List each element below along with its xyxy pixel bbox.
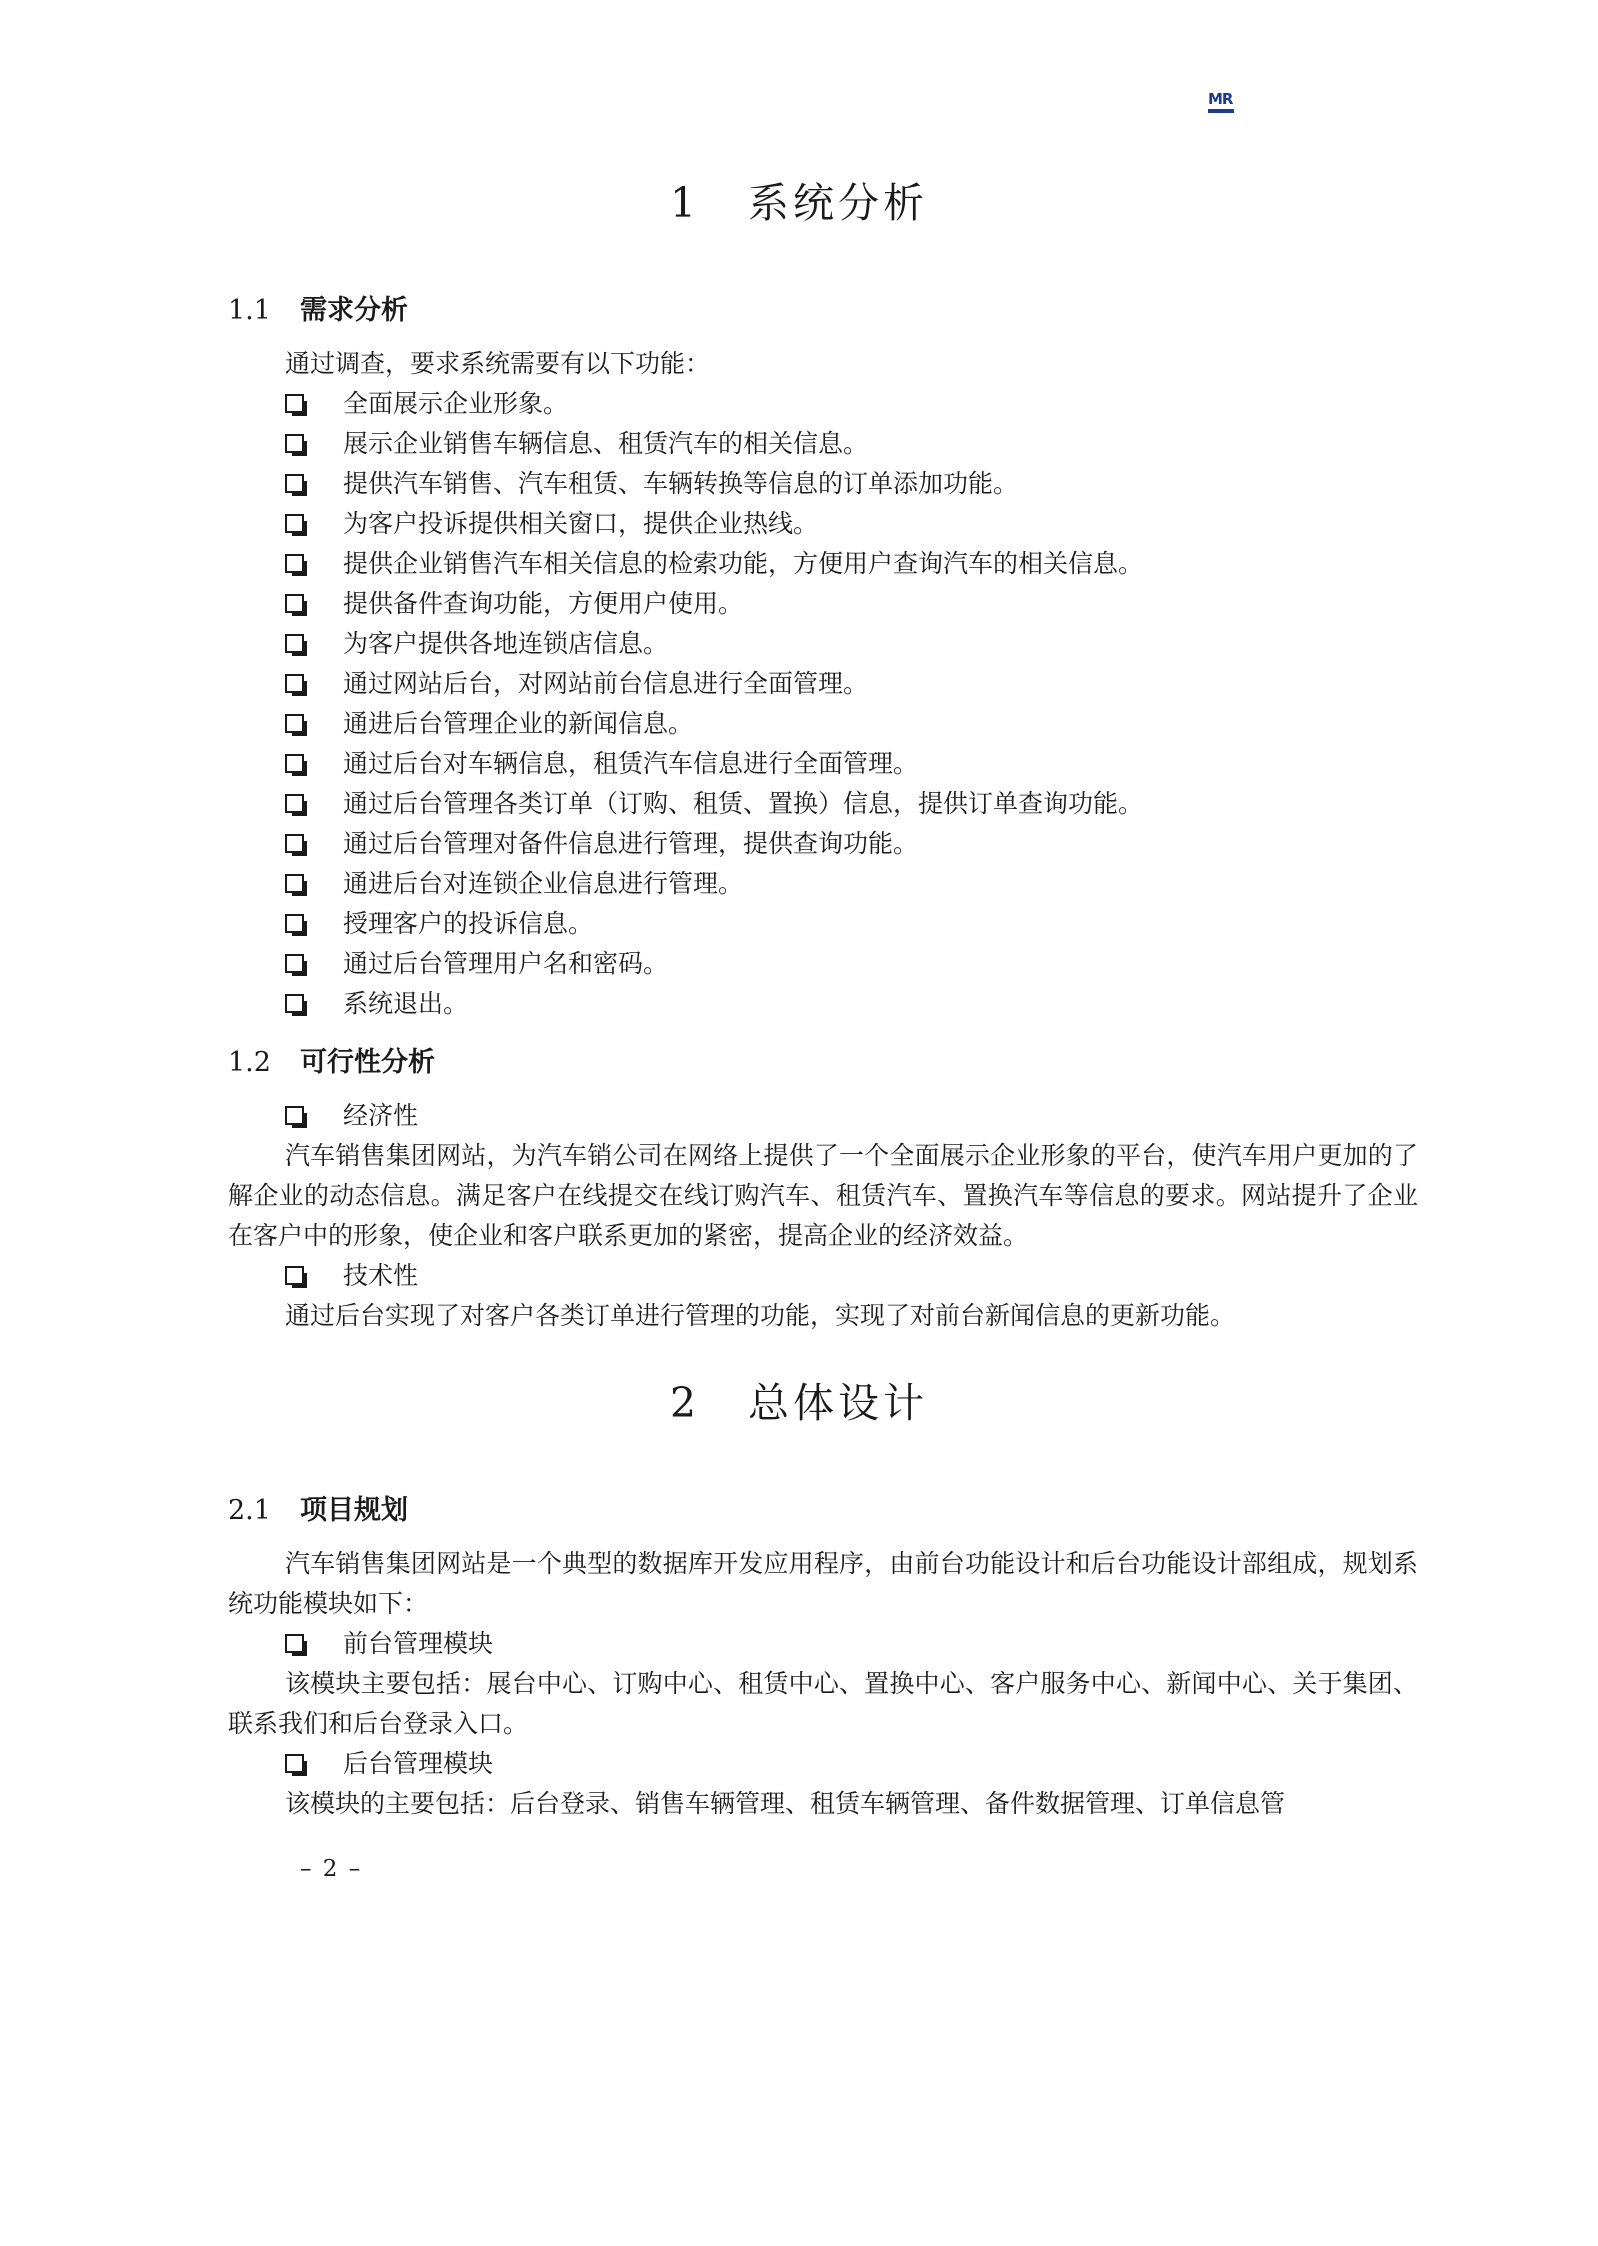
technology-label-text: 技术性 — [343, 1261, 419, 1290]
logo-underline — [1208, 109, 1234, 113]
section-number: 2.1 — [228, 1495, 271, 1526]
checkbox-bullet-icon — [285, 674, 304, 693]
list-item — [285, 984, 468, 1024]
list-item-text: 通进后台对连锁企业信息进行管理。 — [343, 869, 744, 898]
section-2-1-title — [228, 1488, 408, 1527]
list-item — [285, 744, 918, 784]
list-item-text: 提供汽车销售、汽车租赁、车辆转换等信息的订单添加功能。 — [343, 469, 1019, 498]
section-number: 1.1 — [228, 295, 271, 326]
checkbox-bullet-icon — [285, 914, 304, 933]
section-title-text: 可行性分析 — [300, 1047, 435, 1078]
checkbox-bullet-icon — [285, 754, 304, 773]
page-number: – 2 – — [300, 1856, 363, 1882]
list-item — [285, 424, 868, 464]
list-item-text: 展示企业销售车辆信息、租赁汽车的相关信息。 — [343, 429, 869, 458]
list-item-text: 通过后台管理对备件信息进行管理，提供查询功能。 — [343, 829, 919, 858]
list-item — [285, 944, 668, 984]
checkbox-bullet-icon — [285, 874, 304, 893]
chapter-title-text: 总体设计 — [748, 1379, 929, 1427]
list-item — [285, 624, 668, 664]
list-item — [285, 384, 568, 424]
list-item — [285, 824, 918, 864]
checkbox-bullet-icon — [285, 634, 304, 653]
list-item — [285, 504, 818, 544]
chapter-number: 1 — [669, 179, 701, 227]
checkbox-bullet-icon — [285, 834, 304, 853]
checkbox-bullet-icon — [285, 514, 304, 533]
checkbox-bullet-icon — [285, 794, 304, 813]
technology-paragraph: 通过后台实现了对客户各类订单进行管理的功能，实现了对前台新闻信息的更新功能。 — [285, 1301, 1236, 1330]
front-module-paragraph: 该模块主要包括：展台中心、订购中心、租赁中心、置换中心、客户服务中心、新闻中心、关于集团、联系我们和后台登录入口。 — [228, 1669, 1418, 1738]
checkbox-bullet-icon — [285, 714, 304, 733]
list-item-text: 全面展示企业形象。 — [343, 389, 569, 418]
checkbox-bullet-icon — [285, 474, 304, 493]
requirements-intro: 通过调查，要求系统需要有以下功能： — [285, 349, 711, 378]
list-item — [285, 664, 868, 704]
list-item-text: 授理客户的投诉信息。 — [343, 909, 594, 938]
checkbox-bullet-icon — [285, 1106, 304, 1125]
list-item-text: 提供备件查询功能，方便用户使用。 — [343, 589, 744, 618]
technology-label — [285, 1256, 418, 1296]
section-1-2-title — [228, 1040, 435, 1079]
list-item-text: 通过后台对车辆信息，租赁汽车信息进行全面管理。 — [343, 749, 919, 778]
list-item — [285, 704, 693, 744]
list-item-text: 通过后台管理各类订单（订购、租赁、置换）信息，提供订单查询功能。 — [343, 789, 1144, 818]
list-item-text: 通过后台管理用户名和密码。 — [343, 949, 669, 978]
chapter-1-title — [0, 170, 1598, 229]
list-item-text: 通进后台管理企业的新闻信息。 — [343, 709, 694, 738]
project-plan-paragraph: 汽车销售集团网站是一个典型的数据库开发应用程序，由前台功能设计和后台功能设计部组成，规划系统功能模块如下： — [228, 1549, 1418, 1618]
checkbox-bullet-icon — [285, 954, 304, 973]
list-item — [285, 464, 1018, 504]
section-number: 1.2 — [228, 1047, 271, 1078]
economy-paragraph: 汽车销售集团网站，为汽车销公司在网络上提供了一个全面展示企业形象的平台，使汽车用户更加的了解企业的动态信息。满足客户在线提交在线订购汽车、租赁汽车、置换汽车等信息的要求。网站提升了企业在客户中的形象，使企业和客户联系更加的紧密，提高企业的经济效益。 — [228, 1141, 1418, 1250]
publisher-logo — [1208, 92, 1238, 116]
list-item-text: 提供企业销售汽车相关信息的检索功能，方便用户查询汽车的相关信息。 — [343, 549, 1144, 578]
checkbox-bullet-icon — [285, 1634, 304, 1653]
logo-text: MR — [1208, 90, 1233, 108]
checkbox-bullet-icon — [285, 994, 304, 1013]
back-module-label — [285, 1744, 493, 1784]
economy-label-text: 经济性 — [343, 1101, 419, 1130]
front-module-label-text: 前台管理模块 — [343, 1629, 494, 1658]
list-item — [285, 544, 1143, 584]
list-item-text: 系统退出。 — [343, 989, 469, 1018]
checkbox-bullet-icon — [285, 434, 304, 453]
chapter-2-title — [0, 1370, 1598, 1429]
economy-label — [285, 1096, 418, 1136]
list-item — [285, 904, 593, 944]
list-item-text: 为客户投诉提供相关窗口，提供企业热线。 — [343, 509, 819, 538]
chapter-title-text: 系统分析 — [748, 179, 929, 227]
chapter-number: 2 — [669, 1379, 701, 1427]
back-module-label-text: 后台管理模块 — [343, 1749, 494, 1778]
checkbox-bullet-icon — [285, 594, 304, 613]
section-1-1-title — [228, 288, 408, 327]
section-title-text: 项目规划 — [300, 1495, 408, 1526]
list-item — [285, 784, 1143, 824]
list-item — [285, 584, 743, 624]
checkbox-bullet-icon — [285, 394, 304, 413]
list-item-text: 通过网站后台，对网站前台信息进行全面管理。 — [343, 669, 869, 698]
checkbox-bullet-icon — [285, 554, 304, 573]
list-item — [285, 864, 743, 904]
checkbox-bullet-icon — [285, 1266, 304, 1285]
checkbox-bullet-icon — [285, 1754, 304, 1773]
front-module-label — [285, 1624, 493, 1664]
back-module-paragraph: 该模块的主要包括：后台登录、销售车辆管理、租赁车辆管理、备件数据管理、订单信息管 — [285, 1789, 1286, 1818]
section-title-text: 需求分析 — [300, 295, 408, 326]
list-item-text: 为客户提供各地连锁店信息。 — [343, 629, 669, 658]
